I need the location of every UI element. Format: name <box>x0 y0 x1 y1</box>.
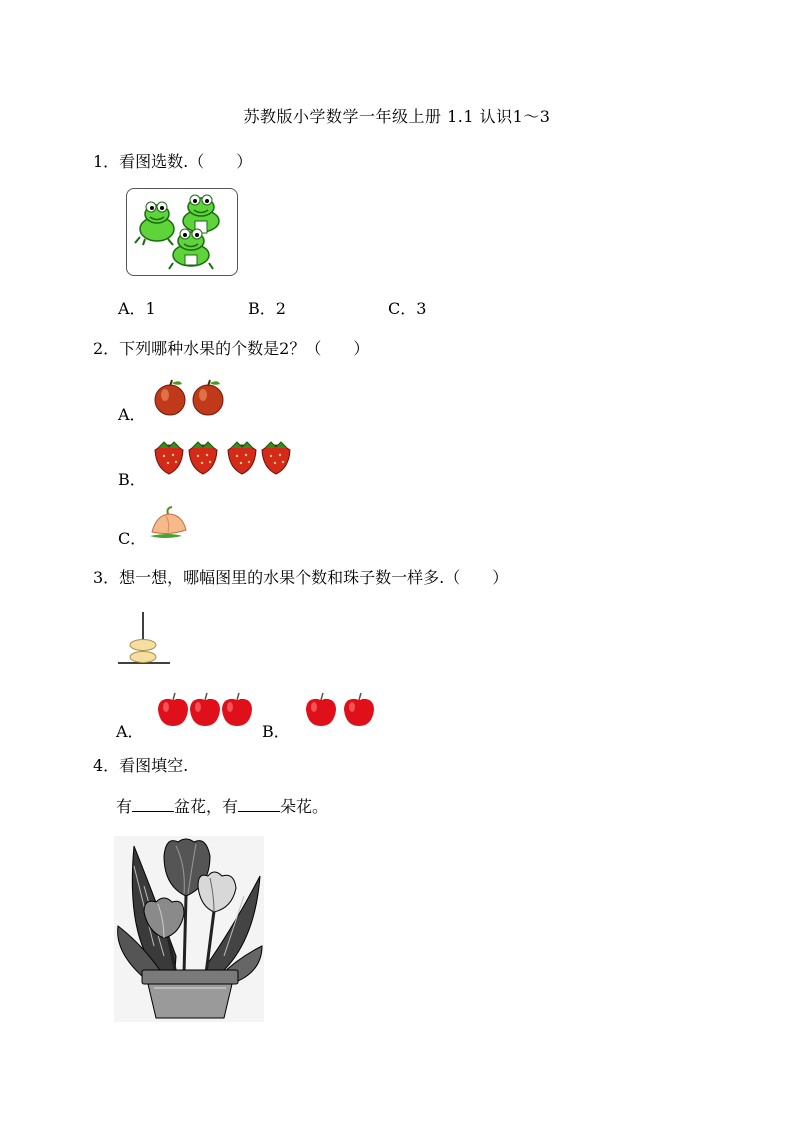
frog-icon <box>169 229 213 269</box>
q3-option-b[interactable]: B． <box>262 722 290 741</box>
blank-flower-count[interactable] <box>238 797 280 812</box>
apples-three-illustration <box>154 692 258 732</box>
question-2-text: 2．下列哪种水果的个数是2？（ ） <box>93 339 370 358</box>
frog-picture-box <box>126 188 238 276</box>
strawberry-icon <box>155 442 183 474</box>
bead-icon <box>130 640 156 651</box>
frogs-illustration <box>127 189 237 275</box>
apple-icon <box>193 380 223 415</box>
strawberry-icon <box>228 442 256 474</box>
abacus-beads-illustration <box>114 612 174 668</box>
apple-icon <box>190 693 220 726</box>
apple-icon <box>222 693 252 726</box>
apple-icon <box>155 380 185 415</box>
q1-option-c[interactable]: C．3 <box>388 299 427 318</box>
question-1-text: 1．看图选数.（ ） <box>93 152 253 171</box>
bead-icon <box>130 652 156 663</box>
fill-text-part-2: 盆花，有 <box>174 797 239 816</box>
strawberries-four-illustration <box>152 440 297 476</box>
q3-option-a[interactable]: A． <box>116 722 144 741</box>
apples-two-red-illustration <box>302 692 380 732</box>
q1-option-a[interactable]: A．1 <box>118 299 156 318</box>
q2-option-a[interactable]: A． <box>118 405 146 424</box>
q2-option-b[interactable]: B． <box>118 470 146 489</box>
potted-tulips-illustration <box>114 836 264 1022</box>
q1-option-b[interactable]: B．2 <box>248 299 286 318</box>
blank-pot-count[interactable] <box>132 797 174 812</box>
question-4-text: 4．看图填空. <box>93 756 189 775</box>
q2-option-c[interactable]: C． <box>118 529 147 548</box>
strawberry-icon <box>262 442 290 474</box>
fill-text-part-3: 朵花。 <box>280 797 329 816</box>
apple-icon <box>158 693 188 726</box>
apples-two-illustration <box>152 378 232 416</box>
apple-icon <box>306 693 336 726</box>
question-3-text: 3．想一想，哪幅图里的水果个数和珠子数一样多.（ ） <box>93 568 509 587</box>
fill-in-sentence <box>116 794 328 817</box>
strawberry-icon <box>189 442 217 474</box>
fill-text-part-1: 有 <box>116 797 133 816</box>
apple-icon <box>344 693 374 726</box>
flower-pot-icon <box>142 970 238 1018</box>
frog-icon <box>135 202 174 245</box>
peach-icon <box>148 506 190 540</box>
page-title: 苏教版小学数学一年级上册 1.1 认识1～3 <box>243 107 551 126</box>
frog-icon <box>183 195 219 233</box>
